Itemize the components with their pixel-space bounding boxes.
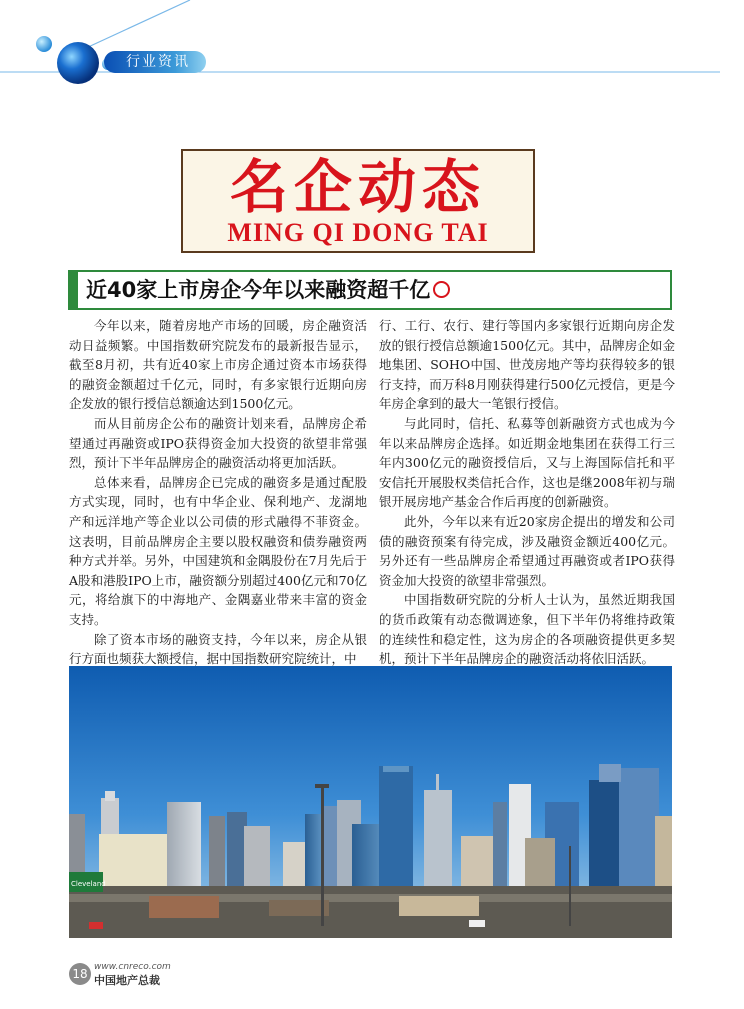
paragraph: 中国指数研究院的分析人士认为，虽然近期我国的货币政策有动态微调迹象，但下半年仍将维持政策的连续性和稳定性，这为房企的各项融资提供更多契机，预计下半年品牌房企的融资活动将依旧活跃。 — [379, 592, 675, 667]
paragraph: 而从目前房企公布的融资计划来看，品牌房企希望通过再融资或IPO获得资金加大投资的欲望非常强烈，预计下半年品牌房企的融资活动将更加活跃。 — [69, 415, 367, 471]
paragraph-continued: 行、工行、农行、建行等国内多家银行近期向房企发放的银行授信总额逾1500亿元。其中，品牌房企如金地集团、SOHO中国、世茂房地产等均获得较多的银行支持，而万科8月刚获得建行500亿元授信，更是今年房企拿到的最大一笔银行授信。 — [379, 318, 675, 412]
masthead-title-cn: 名企动态 — [229, 153, 486, 221]
headline — [86, 275, 450, 305]
skyline-illustration — [69, 666, 672, 938]
footer-url: www.cnreco.com — [94, 962, 171, 972]
city-skyline-photo — [69, 666, 672, 938]
section-tag: 行业资讯 — [104, 51, 206, 73]
headline-bar — [68, 270, 672, 310]
circle-icon — [433, 281, 450, 298]
paragraph: 总体来看，品牌房企已完成的融资多是通过配股方式实现，同时，也有中华企业、保利地产、龙湖地产和远洋地产等企业以公司债的形式融得不菲资金。这表明，目前品牌房企主要以股权融资和债券融资两种方式并举。另外，中国建筑和金隅股份在7月先后于A股和港股IPO上市，融资额分别超过400亿元和70亿元，将给旗下的中海地产、金隅嘉业带来丰富的资金支持。 — [69, 474, 367, 627]
left-column — [69, 316, 367, 669]
headline-accent — [70, 272, 78, 308]
paragraph: 此外，今年以来有近20家房企提出的增发和公司债的融资预案有待完成，涉及融资金额近400亿元。另外还有一些品牌房企希望通过再融资或者IPO获得资金加大投资的欲望非常强烈。 — [379, 513, 675, 588]
masthead-title-en: MING QI DONG TAI — [227, 218, 489, 247]
highway-sign-text: Cleveland — [71, 880, 106, 888]
headline-text: 近40家上市房企今年以来融资超千亿 — [86, 278, 431, 302]
masthead — [181, 149, 535, 253]
paragraph: 今年以来，随着房地产市场的回暖，房企融资活动日益频繁。中国指数研究院发布的最新报告显示，截至8月初，共有近40家上市房企通过资本市场获得的融资金额超过千亿元，同时，有多家银行近期向房企发放的银行授信总额逾达到1500亿元。 — [69, 318, 367, 412]
paragraph: 与此同时，信托、私募等创新融资方式也成为今年以来品牌房企选择。如近期金地集团在获得工行三年内300亿元的融资授信后，又与上海国际信托和平安信托开展股权类信托合作，这也是继2008年初与瑞银开展房地产基金合作后再度的创新融资。 — [379, 415, 675, 510]
right-column — [379, 316, 675, 669]
paragraph: 除了资本市场的融资支持，今年以来，房企从银行方面也频获大额授信，据中国指数研究院统计，中 — [69, 631, 367, 667]
page-number: 18 — [69, 963, 91, 985]
footer-magazine-name: 中国地产总裁 — [94, 974, 160, 987]
